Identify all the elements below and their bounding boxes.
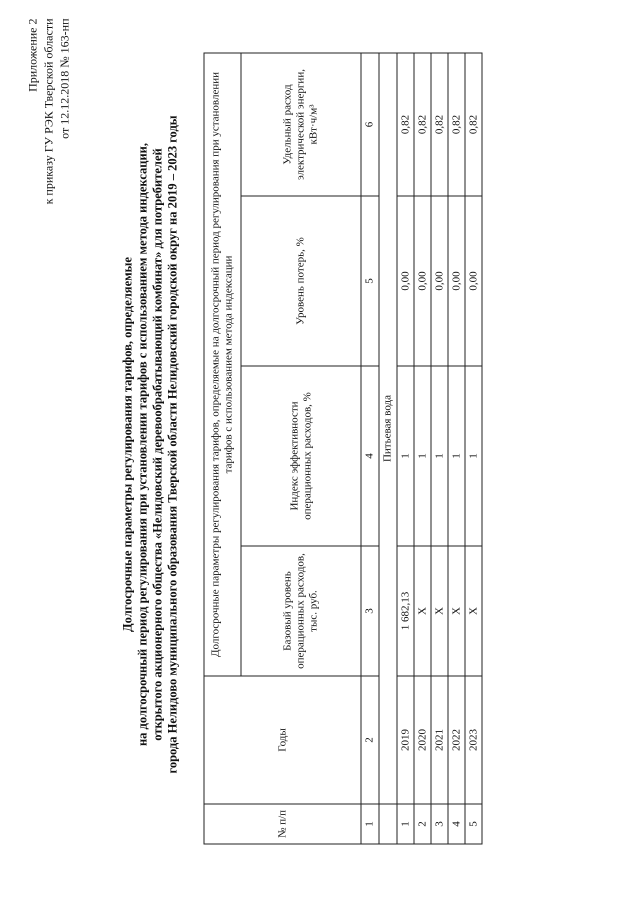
header-group: Долгосрочные параметры регулирования тарифов, определяемые на долгосрочный период регулирования при установлении тарифов с использованием метода индексации <box>204 53 241 676</box>
row-efficiency: 1 <box>465 366 482 546</box>
row-base-level: X <box>414 546 431 676</box>
row-year: 2021 <box>431 676 448 804</box>
section-row <box>379 53 397 844</box>
row-losses: 0,00 <box>414 196 431 366</box>
table-row <box>397 53 414 844</box>
document-title <box>120 64 180 824</box>
header-num: № п/п <box>204 804 361 844</box>
row-losses: 0,00 <box>465 196 482 366</box>
header-row-1 <box>204 53 241 844</box>
row-efficiency: 1 <box>397 366 414 546</box>
table-row <box>465 53 482 844</box>
appendix-block <box>24 18 72 204</box>
column-number: 3 <box>361 546 379 676</box>
column-number-row <box>361 53 379 844</box>
section-spacer <box>379 804 397 844</box>
row-energy: 0,82 <box>448 53 465 196</box>
column-number: 6 <box>361 53 379 196</box>
title-line-1: Долгосрочные параметры регулирования тарифов, определяемые <box>120 256 134 632</box>
row-losses: 0,00 <box>397 196 414 366</box>
appendix-line-3: от 12.12.2018 № 163-нп <box>57 18 71 139</box>
row-number: 4 <box>448 804 465 844</box>
title-line-4: города Нелидово муниципального образования Тверской области Нелидовский городской округ на 2019 – 2023 годы <box>165 114 179 774</box>
header-years: Годы <box>204 676 361 804</box>
row-efficiency: 1 <box>431 366 448 546</box>
column-number: 4 <box>361 366 379 546</box>
row-base-level: X <box>465 546 482 676</box>
header-efficiency: Индекс эффективности операционных расходов, % <box>241 366 361 546</box>
header-base-level: Базовый уровень операционных расходов, тыс. руб. <box>241 546 361 676</box>
row-energy: 0,82 <box>465 53 482 196</box>
row-number: 2 <box>414 804 431 844</box>
row-number: 3 <box>431 804 448 844</box>
row-year: 2022 <box>448 676 465 804</box>
table-row <box>414 53 431 844</box>
header-energy: Удельный расход электрической энергии, кВт·ч/м³ <box>241 53 361 196</box>
section-title: Питьевая вода <box>379 53 397 804</box>
row-energy: 0,82 <box>431 53 448 196</box>
row-efficiency: 1 <box>448 366 465 546</box>
row-year: 2020 <box>414 676 431 804</box>
row-number: 5 <box>465 804 482 844</box>
row-year: 2023 <box>465 676 482 804</box>
table-row <box>448 53 465 844</box>
row-year: 2019 <box>397 676 414 804</box>
column-number: 5 <box>361 196 379 366</box>
row-losses: 0,00 <box>448 196 465 366</box>
column-number: 2 <box>361 676 379 804</box>
appendix-line-2: к приказу ГУ РЭК Тверской области <box>41 18 55 204</box>
row-number: 1 <box>397 804 414 844</box>
header-losses: Уровень потерь, % <box>241 196 361 366</box>
title-line-3: открытого акционерного общества «Нелидовский деревообрабатывающий комбинат» для потребителей <box>150 147 164 741</box>
row-base-level: X <box>431 546 448 676</box>
tariff-parameters-table <box>203 52 482 844</box>
table-row <box>431 53 448 844</box>
row-base-level: 1 682,13 <box>397 546 414 676</box>
title-line-2: на долгосрочный период регулирования при установлении тарифов с использованием метода индексации, <box>135 142 149 746</box>
appendix-line-1: Приложение 2 <box>25 18 39 92</box>
row-energy: 0,82 <box>397 53 414 196</box>
row-energy: 0,82 <box>414 53 431 196</box>
row-base-level: X <box>448 546 465 676</box>
column-number: 1 <box>361 804 379 844</box>
row-losses: 0,00 <box>431 196 448 366</box>
row-efficiency: 1 <box>414 366 431 546</box>
